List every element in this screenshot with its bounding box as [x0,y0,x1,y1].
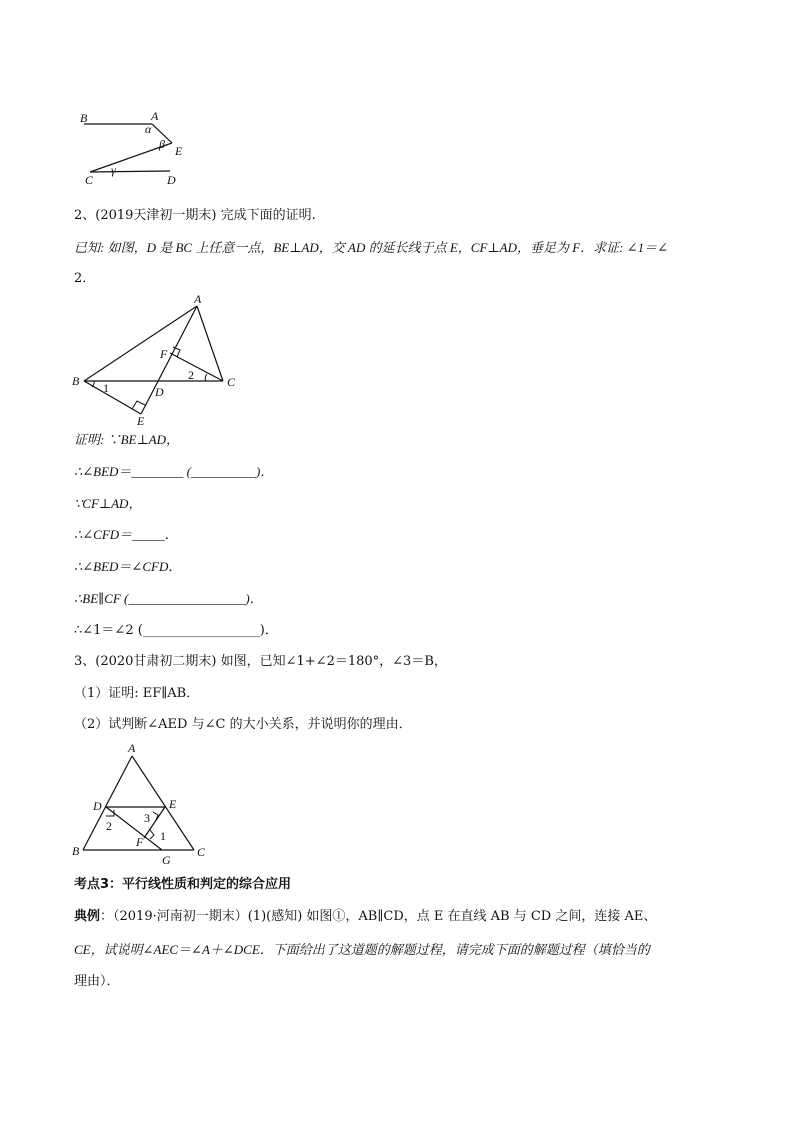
label-gamma: γ [111,163,116,177]
section-heading: 考点3：平行线性质和判定的综合应用 [74,877,292,892]
label-1: 1 [160,829,166,843]
proof-line-3: ∵CF⊥AD， [74,496,142,511]
label-D: D [167,173,176,187]
proof-line-2: ∴∠BED＝________ (__________)． [74,464,274,479]
problem-2-title: 2、(2019天津初一期末) 完成下面的证明. [74,208,316,223]
label-3: 3 [144,811,150,825]
label-B: B [72,844,80,858]
label-G: G [162,853,171,867]
label-1: 1 [103,381,109,395]
label-A: A [128,741,136,755]
label-E: E [137,414,145,428]
problem-2-given-line-2: 2． [74,271,96,286]
label-B: B [72,374,80,388]
label-E: E [169,797,177,811]
proof-line-5: ∴∠BED＝∠CFD． [74,559,182,574]
label-2: 2 [188,368,194,382]
proof-line-4: ∴∠CFD＝_____． [74,527,178,542]
problem-3-question-1: （1）证明: EF∥AB． [74,686,200,701]
problem-2-given-line-1: 已知: 如图，D 是 BC 上任意一点，BE⊥AD，交 AD 的延长线于点 E，CF⊥AD，垂足为 F．求证: ∠1＝∠ [74,240,669,255]
figure-3-triangle [66,738,226,868]
label-F: F [136,835,144,849]
label-2: 2 [106,819,112,833]
label-B: B [80,111,88,125]
label-C: C [227,375,236,389]
label-C: C [197,845,206,859]
proof-line-6: ∴BE∥CF (__________________)． [74,591,263,606]
proof-line-7: ∴∠1＝∠2 (__________________)． [74,623,278,638]
example-text-1: ：（2019·河南初一期末）(1)(感知) 如图①，AB∥CD，点 E 在直线 AB 与 CD 之间，连接 AE、 [100,909,657,924]
label-E: E [175,144,183,158]
proof-line-1: 证明: ∵BE⊥AD， [74,432,180,447]
label-A: A [151,109,159,123]
example-label: 典例 [74,909,101,924]
example-line-1 [74,908,656,926]
label-D: D [155,385,164,399]
example-line-2: CE，试说明∠AEC＝∠A＋∠DCE．下面给出了这道题的解题过程，请完成下面的解题过程（填恰当的 [74,942,650,957]
label-F: F [160,347,168,361]
example-line-3: 理由）． [74,974,120,989]
label-A: A [194,292,202,306]
figure-2-triangle [66,290,246,430]
problem-3-title: 3、(2020甘肃初二期末) 如图，已知∠1+∠2＝180°，∠3＝B， [74,654,447,669]
label-alpha: α [145,122,152,136]
label-C: C [85,173,94,187]
figure-1-parallel-lines [74,108,204,190]
label-beta: β [159,137,165,151]
label-D: D [93,799,102,813]
problem-3-question-2: （2）试判断∠AED 与∠C 的大小关系，并说明你的理由． [74,717,412,732]
